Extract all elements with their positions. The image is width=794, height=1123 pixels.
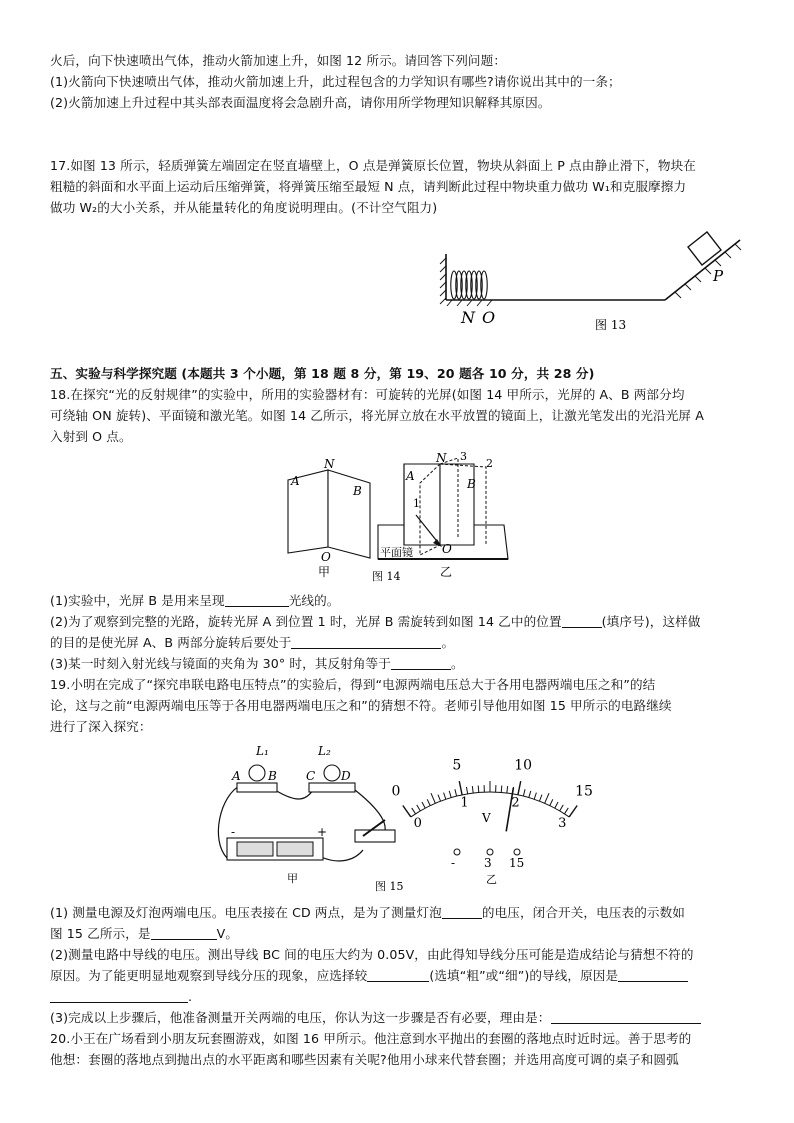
dial-tick [518, 781, 521, 795]
q18-sub3: (3)某一时刻入射光线与镜面的夹角为 30° 时，其反射角等于 。 [50, 656, 464, 671]
dial-tick [417, 805, 421, 811]
dial-tick [564, 808, 568, 814]
bulb-holder-l1 [237, 783, 277, 792]
yi-b: B [467, 477, 476, 491]
dial-tick [478, 785, 479, 792]
label-yi: 乙 [486, 873, 497, 886]
battery-1 [237, 842, 273, 856]
dial-tick [501, 785, 502, 792]
bulb-l1-icon [249, 765, 265, 781]
dial-tick [427, 799, 430, 805]
q18-line2: 可绕轴 ON 旋转)、平面镜和激光笔。如图 14 乙所示，将光屏立放在水平放置的镜面上，让激光笔发出的光沿光屏 A [50, 408, 704, 423]
q18-line1: 18.在探究“光的反射规律”的实验中，所用的实验器材有：可旋转的光屏(如图 14 甲所示，光屏的 A、B 两部分均 [50, 387, 685, 402]
q19-sub1: (1) 测量电源及灯泡两端电压。电压表接在 CD 两点，是为了测量灯泡 的电压，闭合开关，电压表的示数如 [50, 905, 685, 920]
dial-scale-bottom-label: 0 [413, 815, 422, 831]
terminal-label-3: 3 [484, 856, 492, 870]
dial-scale-bottom-label: 2 [511, 795, 520, 811]
dial-tick [438, 795, 441, 802]
q20-line2: 他想：套圈的落地点到抛出点的水平距离和哪些因素有关呢?他用小球来代替套圈；并选用高度可调的桌子和圆弧 [50, 1052, 679, 1067]
q16-intro: 火后，向下快速喷出气体，推动火箭加速上升，如图 12 所示。请回答下列问题： [50, 53, 507, 68]
q17-line1: 17.如图 13 所示，轻质弹簧左端固定在竖直墙壁上，O 点是弹簧原长位置，物块从斜面上 P 点由静止滑下，物块在 [50, 158, 696, 173]
answer-blank-19-3[interactable] [367, 967, 429, 982]
q18-sub2-cont: 的目的是使光屏 A、B 两部分旋转后要处于 。 [50, 635, 455, 650]
dial-tick [472, 786, 473, 793]
q19-line1: 19.小明在完成了“探究串联电路电压特点”的实验后，得到“电源两端电压总大于各用电器两端电压之和”的结 [50, 677, 656, 692]
label-p: P [713, 267, 724, 285]
dial-scale-top-label: 10 [514, 757, 533, 774]
q16-sub1: (1)火箭向下快速喷出气体，推动火箭加速上升，此过程包含的力学知识有哪些?请你说出其中的一条； [50, 74, 621, 89]
dial-unit: V [482, 811, 491, 825]
ground-hatch [447, 300, 492, 306]
dial-tick [455, 789, 457, 796]
dial-tick [449, 791, 451, 798]
terminal-3 [487, 849, 493, 855]
label-l1: L₁ [256, 744, 269, 758]
dial-tick [539, 795, 542, 802]
yi-a: A [406, 469, 415, 483]
figure-13-caption: 图 13 [595, 318, 627, 332]
dial-tick [459, 781, 462, 795]
q19-sub2-cont: 原因。为了能更明显地观察到导线分压的现象，应选择较 (选填“粗”或“细”)的导线，原因是 [50, 965, 750, 986]
answer-blank-19-1[interactable] [442, 904, 482, 919]
dial-tick [550, 799, 553, 805]
dial-scale-top-label: 0 [391, 783, 401, 800]
terminal-15 [514, 849, 520, 855]
bulb-holder-l2 [309, 783, 355, 792]
dial-scale-bottom-label: 1 [460, 795, 469, 811]
dial-tick [529, 791, 531, 798]
jia-n: N [324, 457, 335, 471]
jia-label: 甲 [318, 565, 331, 579]
label-d: D [341, 769, 351, 783]
q18-sub1: (1)实验中，光屏 B 是用来呈现 光线的。 [50, 593, 340, 608]
dial-tick [466, 787, 467, 794]
dial-tick [444, 793, 446, 800]
spring [451, 271, 487, 299]
yi-2: 2 [486, 457, 493, 470]
yi-label: 乙 [440, 565, 453, 579]
mirror-label: 平面镜 [380, 546, 413, 559]
q19-sub3: (3)完成以上步骤后，他准备测量开关两端的电压，你认为这一步骤是否有必要，理由是： [50, 1007, 750, 1028]
dial-tick [569, 805, 577, 816]
dial-tick [534, 793, 536, 800]
q18-sub2: (2)为了观察到完整的光路，旋转光屏 A 到位置 1 时，光屏 B 需旋转到如图 14 乙中的位置 (填序号)，这样做 [50, 614, 701, 629]
jia-b: B [353, 484, 362, 498]
q17-line2: 粗糙的斜面和水平面上运动后压缩弹簧，将弹簧压缩至最短 N 点，请判断此过程中物块重力做功 W₁和克服摩擦力 [50, 179, 687, 194]
yi-n: N [436, 451, 447, 465]
dial-tick [507, 786, 508, 793]
yi-3: 3 [460, 450, 467, 463]
terminal-minus [454, 849, 460, 855]
dial-tick [422, 802, 425, 808]
dial-scale-top-label: 5 [452, 757, 462, 774]
dial-tick [545, 793, 549, 803]
answer-blank-19-5[interactable] [50, 988, 188, 1003]
label-o: O [482, 308, 496, 327]
switch-base [355, 830, 395, 842]
q19-line2: 论，这与之前“电源两端电压等于各用电器两端电压之和”的猜想不符。老师引导他用如图 15 甲所示的电路继续 [50, 698, 672, 713]
dial-tick [555, 802, 558, 808]
q19-line3: 进行了深入探究： [50, 719, 152, 734]
figure-13 [430, 222, 750, 337]
q17-line3: 做功 W₂的大小关系，并从能量转化的角度说明理由。(不计空气阻力) [50, 200, 438, 215]
label-a: A [232, 769, 241, 783]
answer-blank-18-1[interactable] [225, 592, 289, 607]
dial-scale-top-label: 15 [575, 783, 593, 800]
q18-line3: 入射到 O 点。 [50, 429, 132, 444]
jia-o: O [321, 550, 331, 564]
dial-tick [560, 805, 564, 811]
figure-14 [280, 450, 520, 590]
q19-sub2: (2)测量电路中导线的电压。测出导线 BC 间的电压大约为 0.05V，由此得知导线分压可能是造成结论与猜想不符的 [50, 947, 694, 962]
figure-15-caption: 图 15 [375, 880, 404, 893]
dial-tick [403, 805, 411, 816]
label-b: B [268, 769, 277, 783]
answer-blank-19-6[interactable] [551, 1009, 701, 1024]
q19-sub1-cont: 图 15 乙所示，是 V。 [50, 926, 239, 941]
yi-1: 1 [413, 497, 420, 510]
q20-line1: 20.小王在广场看到小朋友玩套圈游戏，如图 16 甲所示。他注意到水平抛出的套圈的落地点时近时远。善于思考的 [50, 1031, 692, 1046]
terminal-label-15: 15 [509, 856, 525, 870]
figure-14-caption: 图 14 [372, 570, 401, 583]
q16-sub2: (2)火箭加速上升过程中其头部表面温度将会急剧升高，请你用所学物理知识解释其原因。 [50, 95, 551, 110]
dial-scale-bottom-label: 3 [558, 815, 567, 831]
answer-blank-18-4[interactable] [391, 655, 451, 670]
label-l2: L₂ [318, 744, 331, 758]
wall-hatch [440, 258, 446, 304]
section-5-title: 五、实验与科学探究题 (本题共 3 个小题，第 18 题 8 分，第 19、20 题各 10 分，共 28 分) [50, 366, 595, 381]
q19-sub2-end: . [50, 986, 750, 1007]
answer-blank-18-2[interactable] [562, 613, 602, 628]
dial-tick [412, 808, 416, 814]
battery-2 [277, 842, 313, 856]
figure-15 [205, 740, 593, 898]
label-minus: - [231, 825, 236, 839]
bulb-l2-icon [324, 765, 340, 781]
label-c: C [306, 769, 316, 783]
answer-blank-19-4[interactable] [618, 967, 688, 982]
label-jia: 甲 [287, 872, 298, 885]
terminal-label-minus: - [451, 856, 456, 870]
label-n: N [461, 308, 475, 327]
answer-blank-19-2[interactable] [151, 925, 217, 940]
answer-blank-18-3[interactable] [291, 634, 441, 649]
jia-a: A [291, 474, 300, 488]
dial-tick [523, 789, 525, 796]
yi-o: O [442, 542, 452, 556]
label-plus: + [317, 825, 328, 839]
voltmeter-dial [391, 757, 593, 831]
dial-tick [431, 793, 435, 803]
